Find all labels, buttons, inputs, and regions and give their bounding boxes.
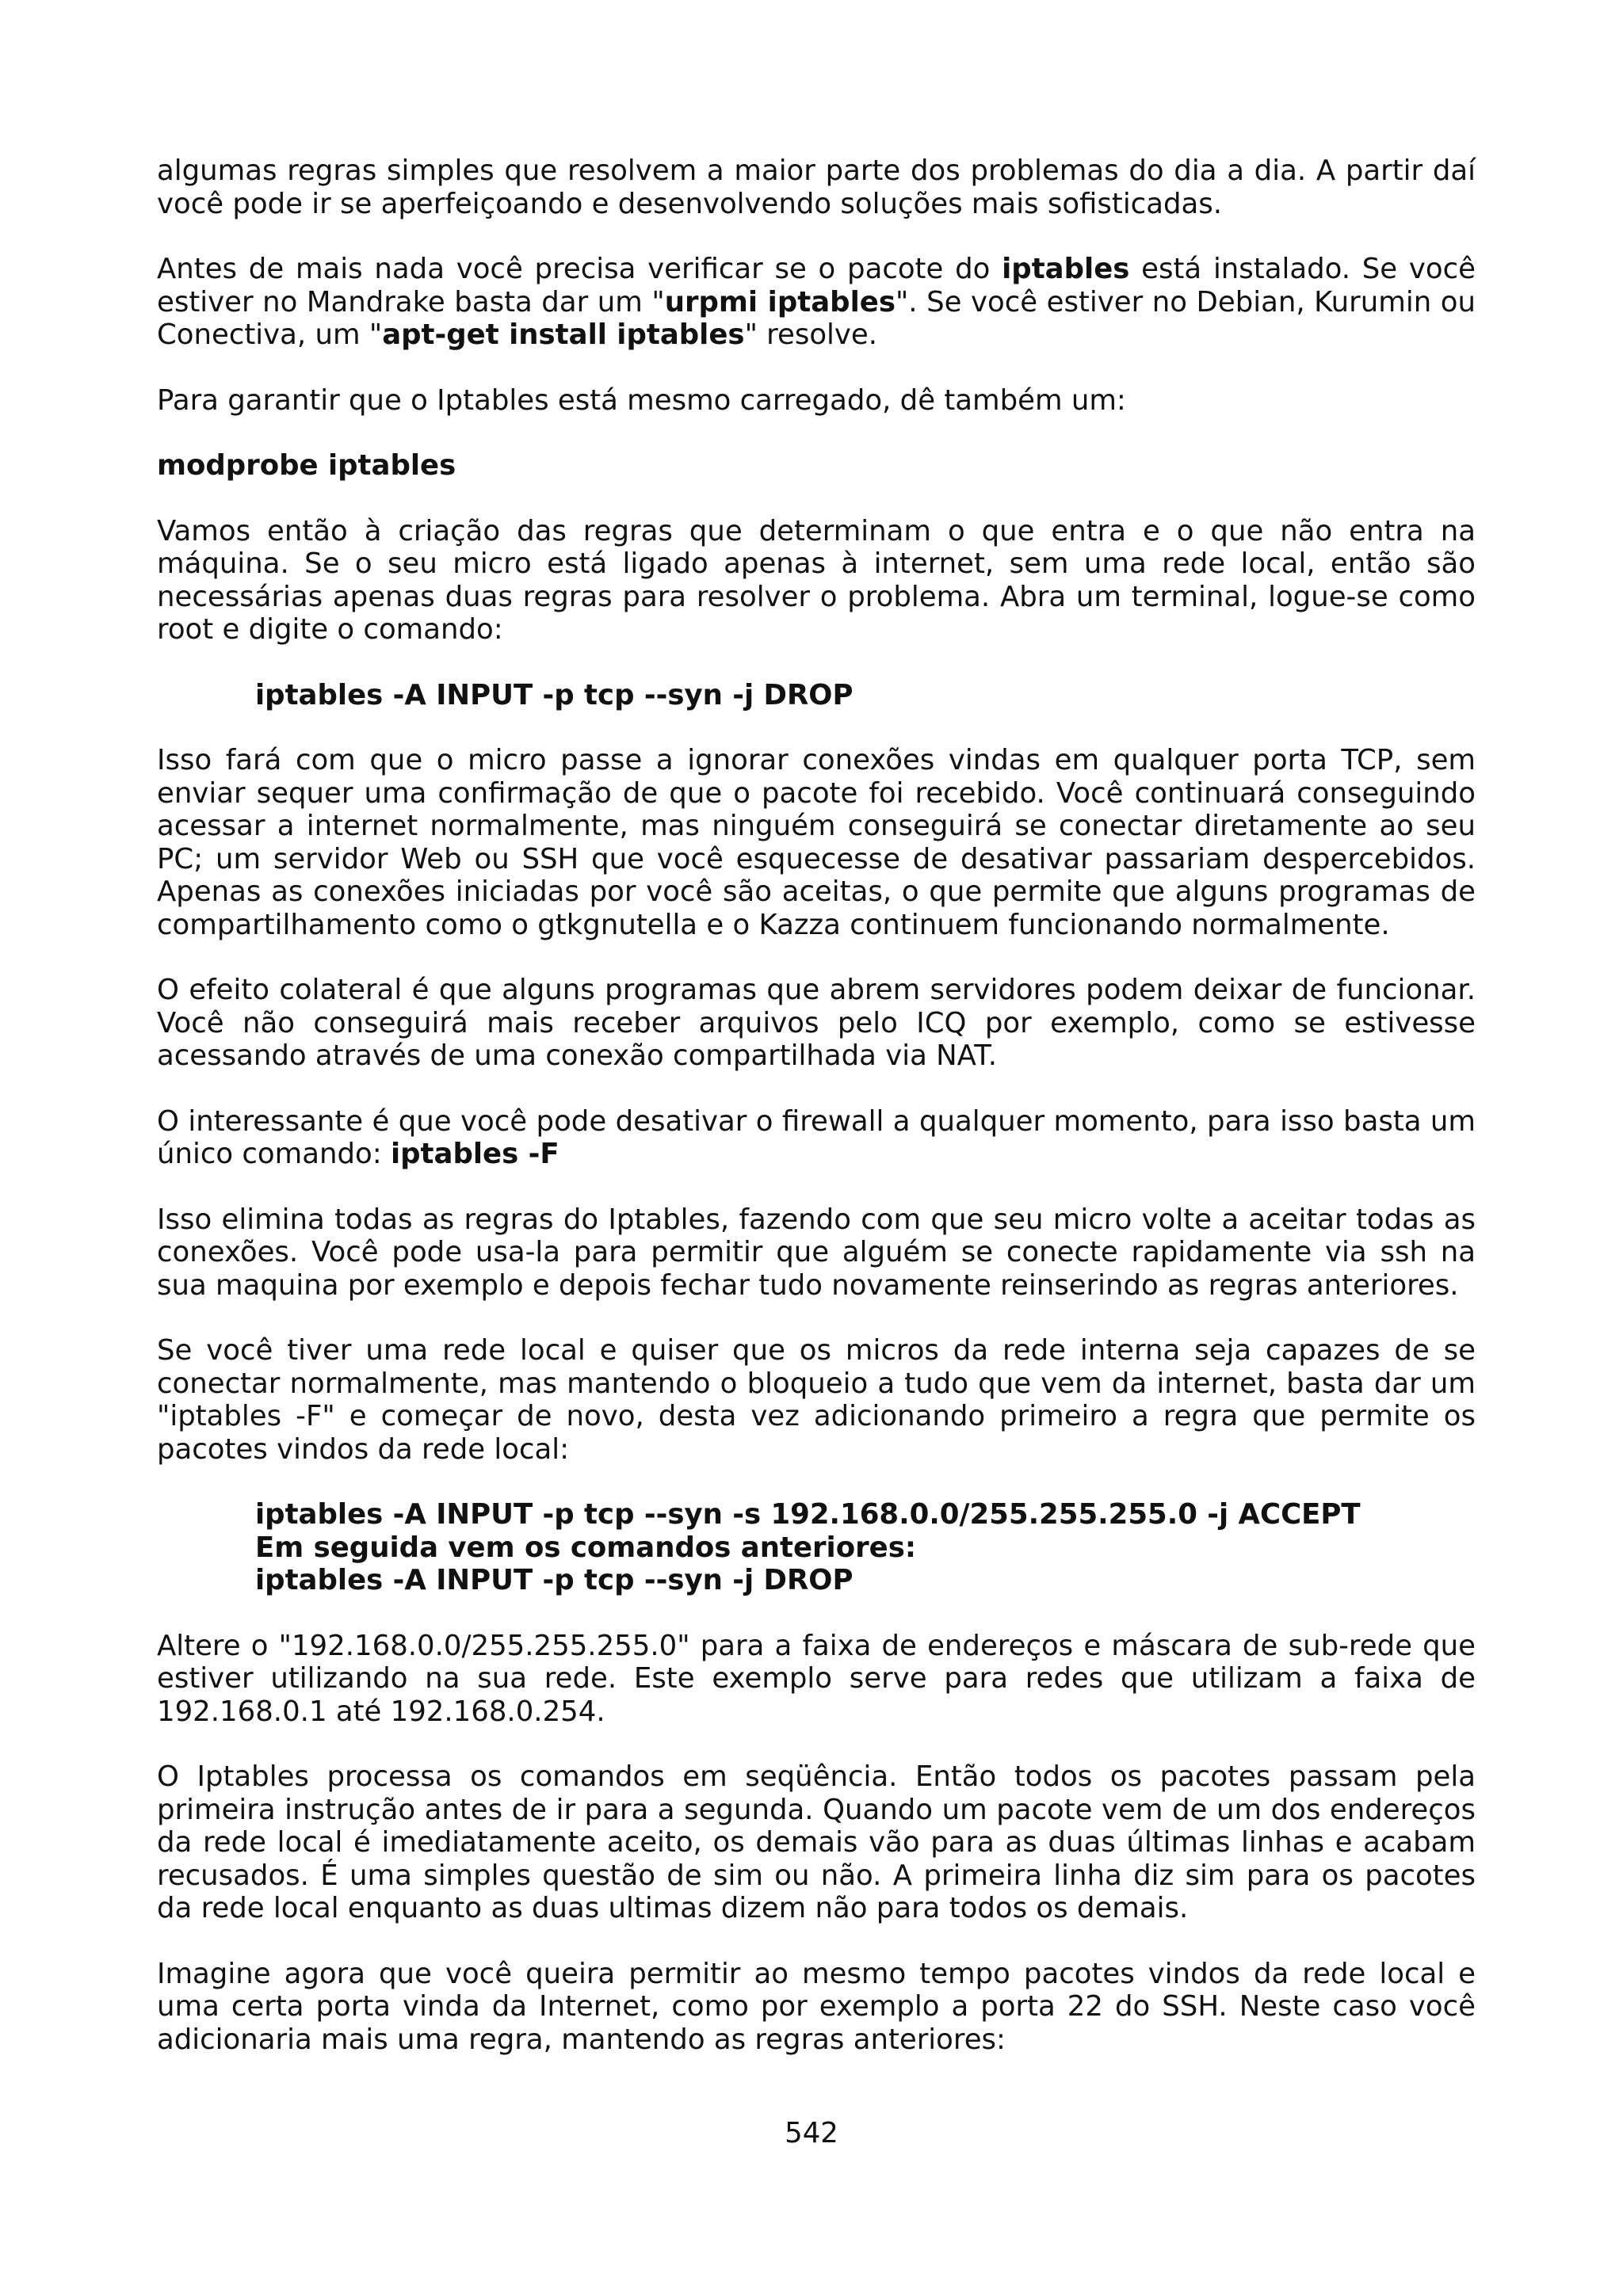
bold-term: iptables [1002,253,1130,285]
bold-command: urpmi iptables [664,285,896,318]
text: " resolve. [744,318,878,351]
document-page [157,154,1476,2088]
text: Antes de mais nada você precisa verificar se o pacote do [157,253,1002,285]
text: está instalado. Se você estiver no Mandrake basta dar um " [157,253,1476,318]
paragraph-disable [157,1105,1476,1171]
paragraph-change-range: Altere o "192.168.0.0/255.255.255.0" para a faixa de endereços e máscara de sub-rede que estiver utilizando na sua rede. Este exemplo serve para redes que utilizam a faixa de 192.168.0.1 até 192.168.0.254. [157,1629,1476,1728]
code-block-drop [157,679,1476,712]
bold-command: iptables -F [390,1138,559,1170]
paragraph-local-network: Se você tiver uma rede local e quiser que os micros da rede interna seja capazes de se conectar normalmente, mas mantendo o bloqueio a tudo que vem da internet, basta dar um "iptables -F" e começar de novo, desta vez adicionando primeiro a regra que permite os pacotes vindos da rede local: [157,1334,1476,1466]
command-accept: iptables -A INPUT -p tcp --syn -s 192.168.0.0/255.255.255.0 -j ACCEPT [255,1498,1361,1531]
paragraph-sequence: O Iptables processa os comandos em seqüência. Então todos os pacotes passam pela primeira instrução antes de ir para a segunda. Quando um pacote vem de um dos endereços da rede local é imediatamente aceito, os demais vão para as duas últimas linhas e acabam recusados. É uma simples questão de sim ou não. A primeira linha diz sim para os pacotes da rede local enquanto as duas ultimas dizem não para todos os demais. [157,1760,1476,1924]
page-number: 542 [785,2117,838,2149]
paragraph-intro: algumas regras simples que resolvem a maior parte dos problemas do dia a dia. A partir daí você pode ir se aperfeiçoando e desenvolvendo soluções mais sofisticadas. [157,154,1476,220]
code-block-accept [157,1498,1476,1597]
paragraph-side-effect: O efeito colateral é que alguns programas que abrem servidores podem deixar de funcionar. Você não conseguirá mais receber arquivos pelo ICQ por exemplo, como se estivesse acessando através de uma conexão compartilhada via NAT. [157,974,1476,1072]
command-drop: iptables -A INPUT -p tcp --syn -j DROP [255,1564,854,1596]
paragraph-ssh-port: Imagine agora que você queira permitir ao mesmo tempo pacotes vindos da rede local e uma certa porta vinda da Internet, como por exemplo a porta 22 do SSH. Neste caso você adicionaria mais uma regra, mantendo as regras anteriores: [157,1957,1476,2056]
paragraph-rules: Vamos então à criação das regras que determinam o que entra e o que não entra na máquina. Se o seu micro está ligado apenas à internet, sem uma rede local, então são necessárias apenas duas regras para resolver o problema. Abra um terminal, logue-se como root e digite o comando: [157,514,1476,646]
paragraph-load: Para garantir que o Iptables está mesmo carregado, dê também um: [157,383,1126,417]
command-modprobe: modprobe iptables [157,449,456,482]
command-note: Em seguida vem os comandos anteriores: [255,1531,917,1564]
text: ". Se você estiver no Debian, Kurumin ou Conectiva, um " [157,285,1476,351]
paragraph-effect: Isso fará com que o micro passe a ignorar conexões vindas em qualquer porta TCP, sem enviar sequer uma confirmação de que o pacote foi recebido. Você continuará conseguindo acessar a internet normalmente, mas ninguém conseguirá se conectar diretamente ao seu PC; um servidor Web ou SSH que você esquecesse de desativar passariam despercebidos. Apenas as conexões iniciadas por você são aceitas, o que permite que alguns programas de compartilhamento como o gtkgnutella e o Kazza continuem funcionando normalmente. [157,744,1476,941]
paragraph-install [157,253,1476,352]
bold-command: apt-get install iptables [382,318,745,351]
command-drop: iptables -A INPUT -p tcp --syn -j DROP [255,678,854,711]
paragraph-flush: Isso elimina todas as regras do Iptables, fazendo com que seu micro volte a aceitar todas as conexões. Você pode usa-la para permitir que alguém se conecte rapidamente via ssh na sua maquina por exemplo e depois fechar tudo novamente reinserindo as regras anteriores. [157,1203,1476,1302]
text: O interessante é que você pode desativar o firewall a qualquer momento, para isso basta um único comando: [157,1104,1476,1170]
